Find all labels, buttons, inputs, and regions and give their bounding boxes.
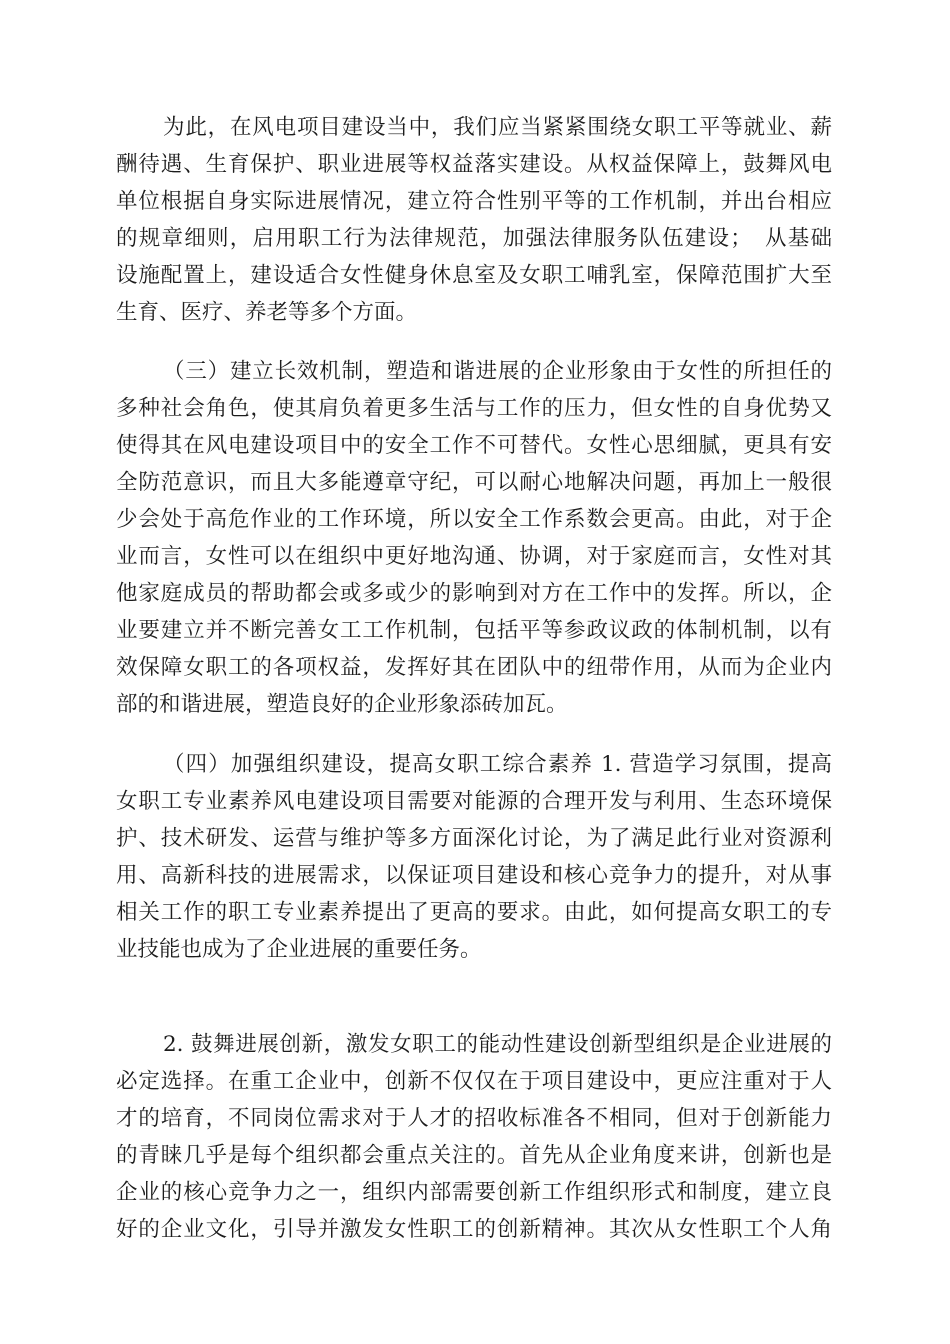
text-line: 设施配置上，建设适合女性健身休息室及女职工哺乳室，保障范围扩大至 xyxy=(116,263,832,288)
text-line: 必定选择。在重工企业中，创新不仅仅在于项目建设中，更应注重对于人 xyxy=(116,1069,832,1094)
paragraph-rights-protection xyxy=(116,109,832,331)
text-line: 2. 鼓舞进展创新，激发女职工的能动性建设创新型组织是企业进展的 xyxy=(163,1032,832,1057)
text-line: 使得其在风电建设项目中的安全工作不可替代。女性心思细腻，更具有安 xyxy=(116,433,832,458)
text-line: 他家庭成员的帮助都会或多或少的影响到对方在工作中的发挥。所以，企 xyxy=(116,581,832,606)
text-line: （四）加强组织建设，提高女职工综合素养 1. 营造学习氛围，提高 xyxy=(163,752,832,777)
text-line: 用、高新科技的进展需求，以保证项目建设和核心竞争力的提升，对从事 xyxy=(116,863,832,888)
text-line: 全防范意识，而且大多能遵章守纪，可以耐心地解决问题，再加上一般很 xyxy=(116,470,832,495)
text-line: 业要建立并不断完善女工工作机制，包括平等参政议政的体制机制，以有 xyxy=(116,618,832,643)
text-line: 效保障女职工的各项权益，发挥好其在团队中的纽带作用，从而为企业内 xyxy=(116,655,832,680)
text-line: （三）建立长效机制，塑造和谐进展的企业形象由于女性的所担任的 xyxy=(163,359,832,384)
text-line: 的青睐几乎是每个组织都会重点关注的。首先从企业角度来讲，创新也是 xyxy=(116,1143,832,1168)
text-line: 多种社会角色，使其肩负着更多生活与工作的压力，但女性的自身优势又 xyxy=(116,396,832,421)
paragraph-section-four xyxy=(116,746,832,968)
text-line: 业技能也成为了企业进展的重要任务。 xyxy=(116,937,482,962)
paragraph-section-three xyxy=(116,353,832,723)
text-line: 才的培育，不同岗位需求对于人才的招收标准各不相同，但对于创新能力 xyxy=(116,1106,832,1131)
text-line: 为此，在风电项目建设当中，我们应当紧紧围绕女职工平等就业、薪 xyxy=(163,115,832,140)
text-line: 少会处于高危作业的工作环境，所以安全工作系数会更高。由此，对于企 xyxy=(116,507,832,532)
text-line: 护、技术研发、运营与维护等多方面深化讨论，为了满足此行业对资源利 xyxy=(116,826,832,851)
text-line: 好的企业文化，引导并激发女性职工的创新精神。其次从女性职工个人角 xyxy=(116,1217,832,1242)
text-line: 单位根据自身实际进展情况，建立符合性别平等的工作机制，并出台相应 xyxy=(116,189,832,214)
text-line: 企业的核心竞争力之一，组织内部需要创新工作组织形式和制度，建立良 xyxy=(116,1180,832,1205)
text-line: 相关工作的职工专业素养提出了更高的要求。由此，如何提高女职工的专 xyxy=(116,900,832,925)
text-line: 酬待遇、生育保护、职业进展等权益落实建设。从权益保障上，鼓舞风电 xyxy=(116,152,832,177)
text-line: 女职工专业素养风电建设项目需要对能源的合理开发与利用、生态环境保 xyxy=(116,789,832,814)
text-line: 部的和谐进展，塑造良好的企业形象添砖加瓦。 xyxy=(116,692,568,717)
text-line: 业而言，女性可以在组织中更好地沟通、协调，对于家庭而言，女性对其 xyxy=(116,544,832,569)
paragraph-innovation xyxy=(116,1026,832,1248)
text-line: 的规章细则，启用职工行为法律规范，加强法律服务队伍建设； 从基础 xyxy=(116,226,832,251)
text-line: 生育、医疗、养老等多个方面。 xyxy=(116,300,418,325)
